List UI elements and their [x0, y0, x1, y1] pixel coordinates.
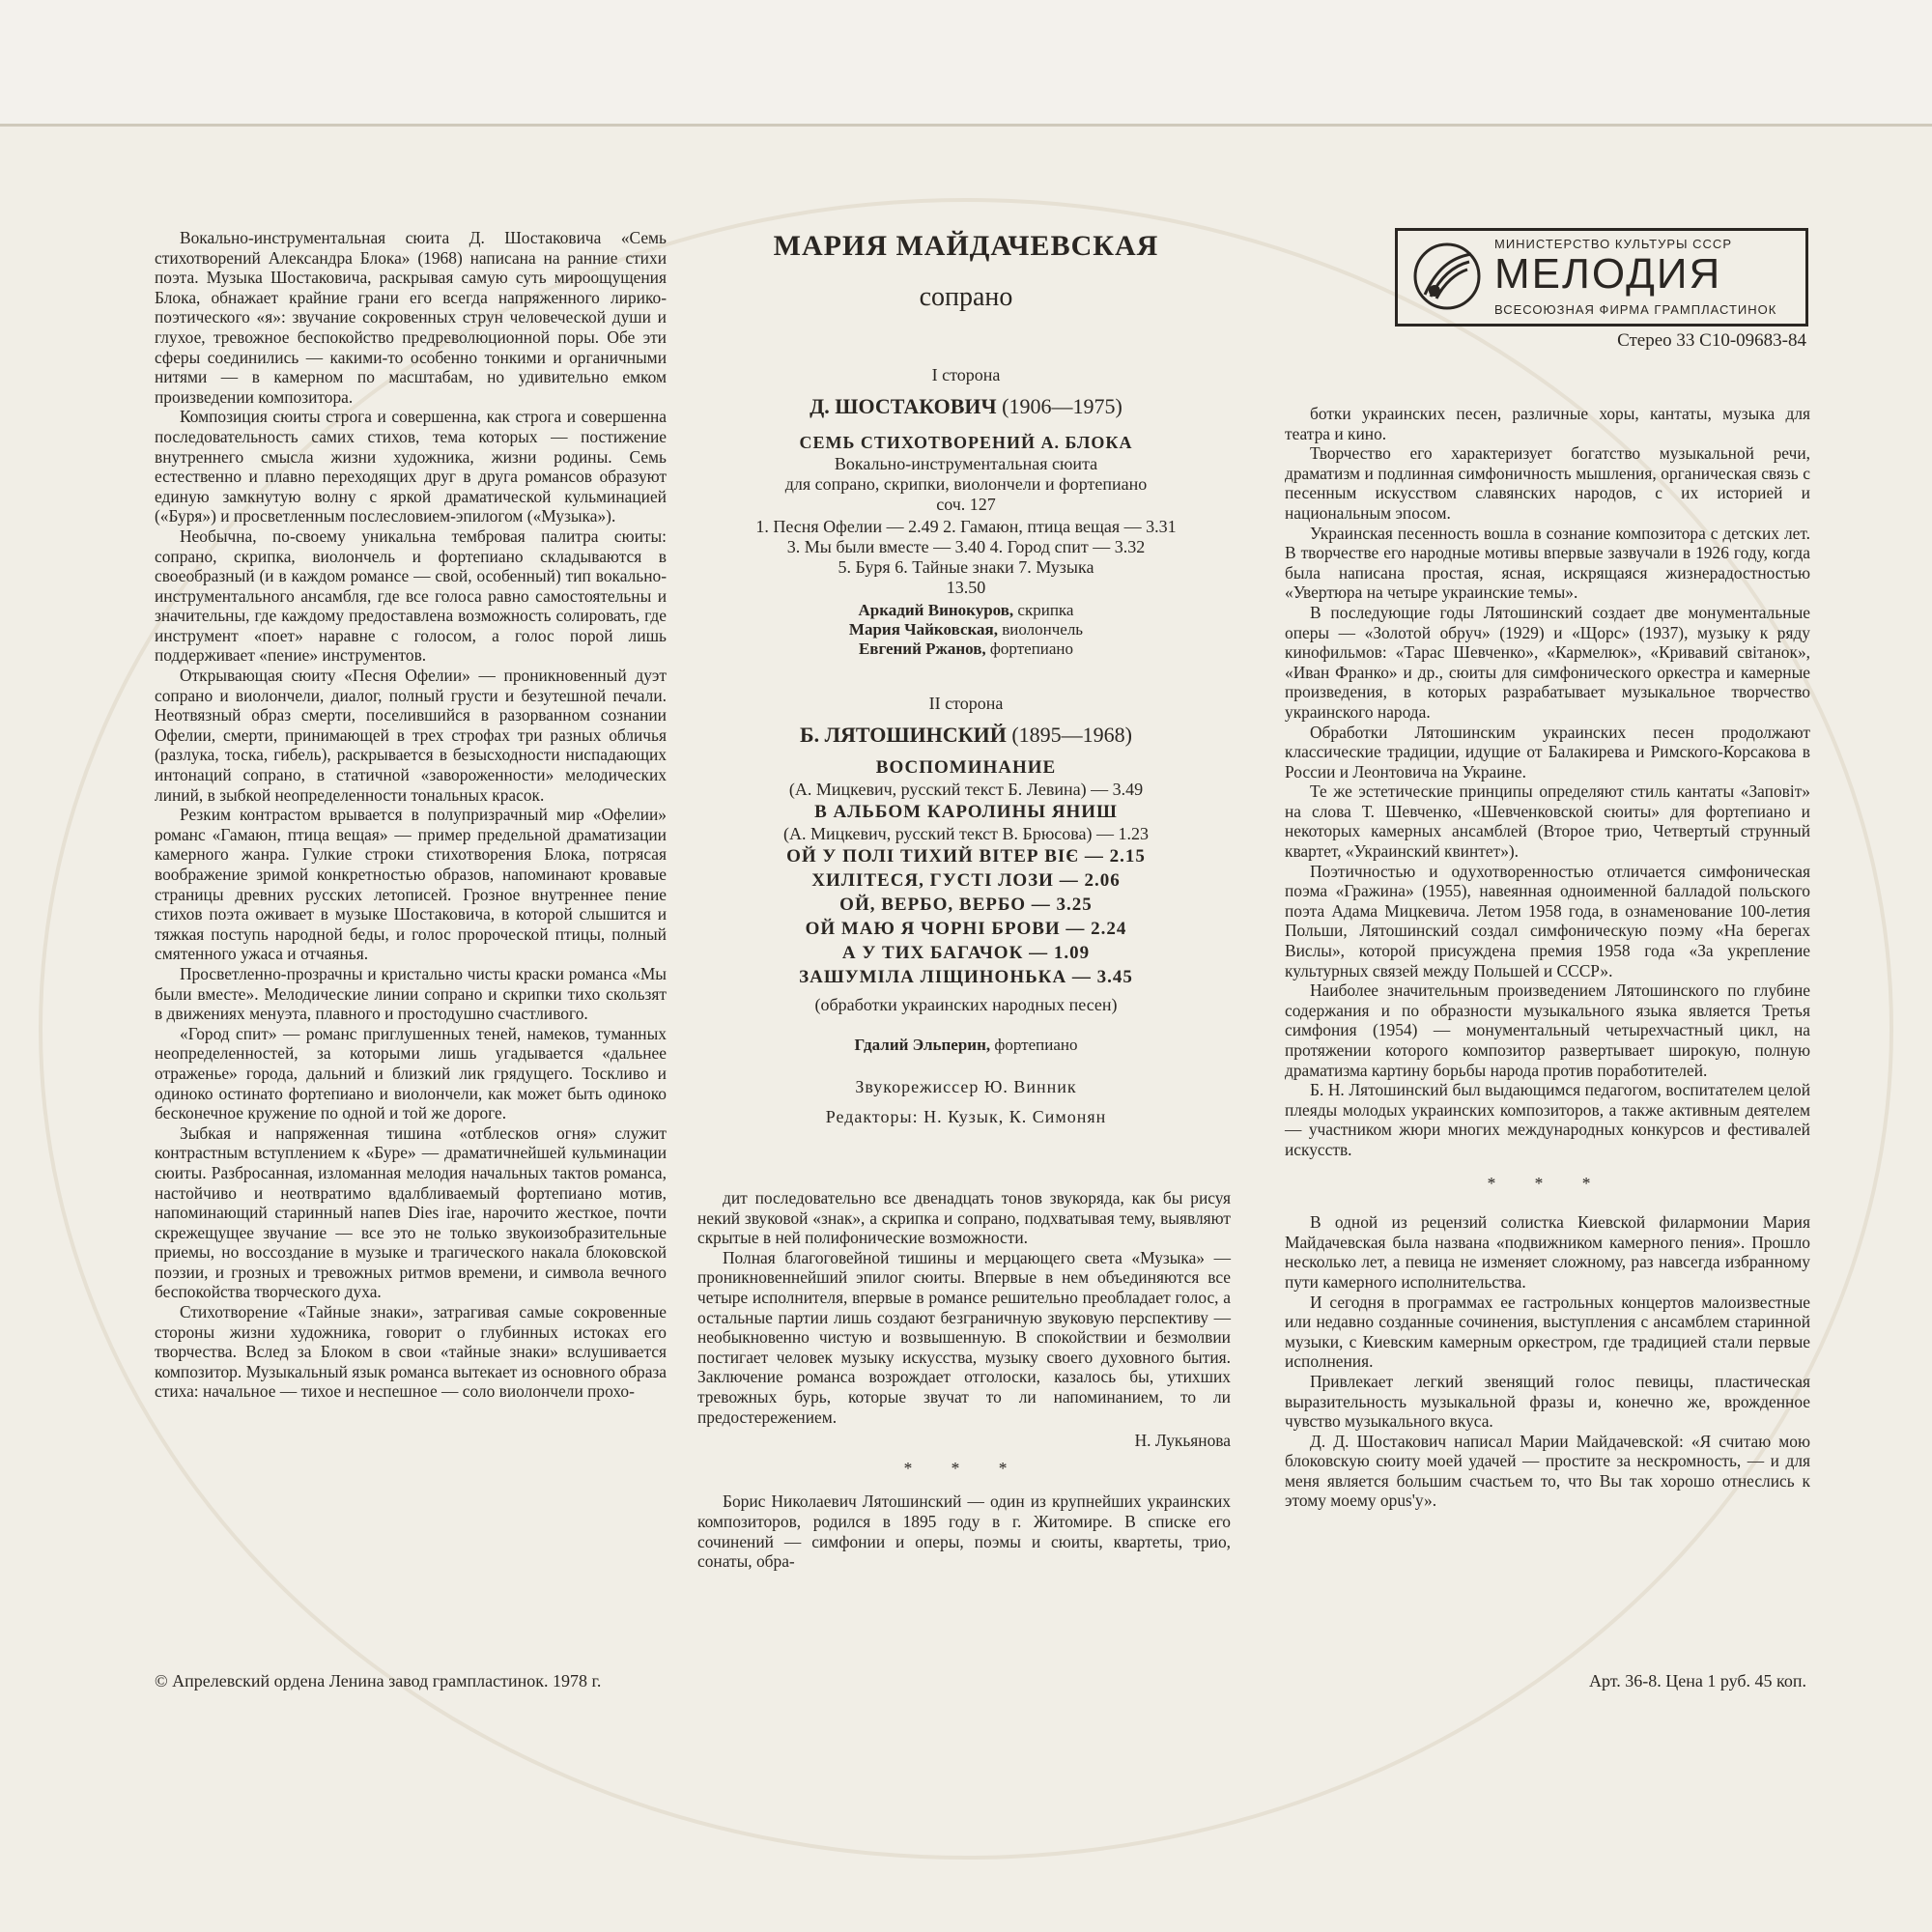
song-title: ОЙ, ВЕРБО, ВЕРБО — 3.25: [839, 895, 1093, 915]
liner-paragraph: Привлекает легкий звенящий голос певицы, пластическая выразительность музыкальной фразы и, конечно же, врожденное чувство музыкального вкуса.: [1285, 1371, 1810, 1432]
side1-work-title: СЕМЬ СТИХОТВОРЕНИЙ А. БЛОКА: [799, 433, 1133, 452]
price-line: Арт. 36-8. Цена 1 руб. 45 коп.: [1588, 1671, 1806, 1690]
voice-type: сопрано: [919, 282, 1013, 312]
melodiya-emblem-icon: [1411, 241, 1483, 312]
side2-songs-note: (обработки украинских народных песен): [814, 995, 1118, 1014]
work-description-line: для сопрано, скрипки, виолончели и фортепиано: [784, 474, 1148, 494]
liner-paragraph: «Город спит» — романс приглушенных теней, намеков, туманных неопределенностей, за которыми лишь угадывается «дальнее отраженье» города, дальний и близкий лик грядущего. Тоскливо и одиноко остинато фортепиано и виолончели, как может быть одиноко бесконечное кружение по одной и той же дороге.: [155, 1023, 667, 1123]
liner-paragraph: Поэтичностью и одухотворенностью отличается симфоническая поэма «Гражина» (1955), навеянная одноименной балладой польского поэта Адама Мицкевича. Летом 1958 года, в ознаменование 100-летия Польши, Лятошинский создал симфоническую поэму «На берегах Вислы», которой присуждена премия 1958 года «За укрепление культурных связей между Польшей и СССР».: [1285, 861, 1810, 980]
side1-composer-name: Д. ШОСТАКОВИЧ: [810, 394, 997, 418]
performer-name: Аркадий Винокуров,: [858, 601, 1014, 619]
liner-paragraph: И сегодня в программах ее гастрольных концертов малоизвестные или недавно созданные сочинения, выступления с ансамблем старинной музыки, с Киевским камерным оркестром, где традицией стали первые исполнения.: [1285, 1292, 1810, 1372]
track-line: 13.50: [946, 578, 986, 597]
liner-paragraph: Просветленно-прозрачны и кристально чисты краски романса «Мы были вместе». Мелодические линии сопрано и скрипки тихо скользят в движениях менуэта, плавного и простодушно счастливого.: [155, 963, 667, 1024]
liner-paragraph: Борис Николаевич Лятошинский — один из крупнейших украинских композиторов, родился в 1895 году в г. Житомире. В списке его сочинений — симфонии и оперы, поэмы и сюиты, квартеты, трио, сонаты, обра-: [697, 1492, 1231, 1572]
separator-stars-right: * * *: [1487, 1173, 1608, 1193]
performer: [696, 620, 1236, 639]
liner-paragraph: Открывающая сюиту «Песня Офелии» — проникновенный дуэт сопрано и виолончели, диалог, полный грусти и безутешной печали. Неотвязный образ смерти, поселившийся в разорванном сознании Офелии, смерти, принимающей в трех строфах три разных обличья (разлука, тоска, гибель), раскрывается в безысходности ниспадающих интонаций сопрано, в статичной «завороженности» мелодических линий, в зыбкой неопределенности тональных красок.: [155, 666, 667, 805]
side2-songs: [696, 755, 1236, 989]
performer-role: скрипка: [1013, 601, 1074, 619]
side2-label: II сторона: [928, 694, 1004, 713]
performer-role: фортепиано: [985, 639, 1074, 658]
liner-paragraph: Зыбкая и напряженная тишина «отблесков огня» служит контрастным вступлением к «Буре» — драматичнейшей кульминации сюиты. Разбросанная, изломанная мелодия начальных тактов романса, настойчиво и неотвратимо вдалбливаемый фортепиано мотив, напоминающий старинный напев Dies irae, нарочито жесткое, почти скрежещущее звучание — все это не только звукоизобразительные приемы, но воссоздание в музыке и трагического накала блоковской поэзии, и грозных и тревожных ритмов времени, и символа вечного беспокойства творческого духа.: [155, 1122, 667, 1302]
liner-paragraph: Стихотворение «Тайные знаки», затрагивая самые сокровенные стороны жизни художника, говорит о глубинных истоках его творчества. Вслед за Блоком в свои «тайные знаки» вслушивается композитор. Музыкальный язык романса вытекает из основного образа стиха: начальное — тихое и неспешное — соло виолончели прохо-: [155, 1302, 667, 1402]
liner-paragraph: Необычна, по-своему уникальна тембровая палитра сюиты: сопрано, скрипка, виолончель и фортепиано складываются в своеобразный (и в каждом романсе — свой, особенный) тип вокально-инструментального ансамбля, где все голоса равно самостоятельны и значительны, где каждому предоставлена возможность солировать, где инструмент «поет» наравне с голосом, а голос порой лишь поддерживает «пение» инструментов.: [155, 526, 667, 666]
side2-composer-name: Б. ЛЯТОШИНСКИЙ: [800, 723, 1007, 747]
liner-paragraph: Наиболее значительным произведением Лятошинского по глубине содержания и по образности музыкального языка является Третья симфония (1954) — монументальный четырехчастный цикл, на протяжении которого композитор развертывает широкую, полную драматизма картину борьбы народа против поработителей.: [1285, 980, 1810, 1080]
artist-name: МАРИЯ МАЙДАЧЕВСКАЯ: [773, 230, 1159, 262]
melodiya-logo: [1395, 228, 1808, 327]
notes-author: Н. Лукьянова: [1134, 1431, 1231, 1451]
side2-pianist-name: Гдалий Эльперин,: [854, 1036, 991, 1054]
track-line: 1. Песня Офелии — 2.49 2. Гамаюн, птица вещая — 3.31: [755, 517, 1177, 536]
liner-paragraph: Обработки Лятошинским украинских песен продолжают классические традиции, идущие от Балакирева и Римского-Корсакова в России и Леонтовича на Украине.: [1285, 722, 1810, 781]
liner-paragraph: ботки украинских песен, различные хоры, кантаты, музыка для театра и кино.: [1285, 404, 1810, 443]
sound-engineer: Звукорежиссер Ю. Винник: [855, 1077, 1077, 1096]
liner-notes-right: [1285, 404, 1810, 1511]
work-description-line: Вокально-инструментальная сюита: [834, 454, 1098, 473]
label-ministry: МИНИСТЕРСТВО КУЛЬТУРЫ СССР: [1494, 237, 1732, 251]
liner-paragraph: Творчество его характеризует богатство музыкальной речи, драматизм и подлинная симфоничность мышления, органическая связь с песенным искусством славянских народов, с их историей и национальным эпосом.: [1285, 443, 1810, 523]
song-title: ЗАШУМІЛА ЛІЩИНОНЬКА — 3.45: [799, 967, 1133, 987]
side1-work-lines: [696, 454, 1236, 515]
song-title: В АЛЬБОМ КАРОЛИНЫ ЯНИШ: [814, 802, 1118, 822]
side1-composer-years: (1906—1975): [1002, 394, 1122, 418]
catalog-number: Стерео 33 С10-09683-84: [1617, 330, 1806, 351]
liner-paragraph: дит последовательно все двенадцать тонов звукоряда, как бы рисуя некий звуковой «знак», а скрипка и сопрано, подхватывая тему, выявляют скрытые в ней полифонические возможности.: [697, 1188, 1231, 1248]
song-note: (А. Мицкевич, русский текст Б. Левина) — 3.49: [788, 780, 1144, 799]
liner-paragraph: Те же эстетические принципы определяют стиль кантаты «Заповіт» на слова Т. Шевченко, «Шевченковской сюиты» для фортепиано и некоторых камерных ансамблей (Второе трио, Четвертый струнный квартет, «Украинский квинтет»).: [1285, 781, 1810, 862]
song-title: ХИЛІТЕСЯ, ГУСТІ ЛОЗИ — 2.06: [811, 870, 1121, 891]
side1-label: I сторона: [931, 365, 1001, 384]
sleeve-top-flap: [0, 0, 1932, 127]
liner-notes-middle: [697, 1188, 1231, 1572]
side1-performers: [696, 601, 1236, 659]
song-title: А У ТИХ БАГАЧОК — 1.09: [841, 943, 1091, 963]
song-title: ОЙ У ПОЛІ ТИХИЙ ВІТЕР ВІЄ — 2.15: [786, 846, 1146, 867]
label-subtitle: ВСЕСОЮЗНАЯ ФИРМА ГРАМПЛАСТИНОК: [1494, 302, 1777, 317]
liner-paragraph: В последующие годы Лятошинский создает две монументальные оперы — «Золотой обруч» (1929) и «Щорс» (1937), музыку к ряду кинофильмов: «Тарас Шевченко», «Кармелюк», «Кривавий світанок», «Иван Франко» и др., сюиты для симфонического оркестра и камерные произведения, в которых разрабатывает музыкальное творчество украинского народа.: [1285, 602, 1810, 722]
performer-name: Мария Чайковская,: [848, 620, 998, 639]
performer-role: виолончель: [998, 620, 1084, 639]
liner-paragraph: Украинская песенность вошла в сознание композитора с детских лет. В творчестве его народные мотивы впервые зазвучали в 1926 году, когда была написана простая, ясная, искрящаяся жизнерадостностью «Увертюра на четыре украинские темы».: [1285, 523, 1810, 603]
liner-notes-left: [155, 228, 667, 1402]
liner-paragraph: Б. Н. Лятошинский был выдающимся педагогом, воспитателем целой плеяды молодых украинских композиторов, а также активным деятелем — участником жюри многих международных конкурсов и фестивалей искусств.: [1285, 1080, 1810, 1159]
liner-paragraph: Д. Д. Шостакович написал Марии Майдачевской: «Я считаю мою блоковскую сюиту моей удачей — простите за нескромность, — и для меня является большим счастьем то, что Вы так хорошо отнеслись к этому моему opus'у».: [1285, 1431, 1810, 1511]
right-paragraphs: [1285, 404, 1810, 1160]
side2-pianist-role: фортепиано: [994, 1036, 1078, 1054]
liner-paragraph: Вокально-инструментальная сюита Д. Шостаковича «Семь стихотворений Александра Блока» (1968) написана на ранние стихи поэта. Музыка Шостаковича, раскрывая самую суть мироощущения Блока, обнажает крайние грани его всегда напряженного лирико-поэтического «я»: звучание сокровенных струн человеческой души и глухое, тревожное беспокойство предреволюционной поры. Обе эти сферы соединились — какими-то особенно тонкими и органичными нитями — в камерном по масштабам, но удивительно емком произведении композитора.: [155, 228, 667, 407]
middle-paragraphs: [697, 1188, 1231, 1427]
separator-stars: * * *: [903, 1458, 1025, 1478]
liner-paragraph: Композиция сюиты строга и совершенна, как строга и совершенна последовательность самих стихов, тема которых — постижение внутреннего смысла жизни художника, жизни родины. Семь естественно и плавно переходящих друг в друга романсов образуют единую замкнутую волну с яркой драматической кульминацией («Буря») и просветленным послесловием-эпилогом («Музыка»).: [155, 407, 667, 526]
middle-paragraphs-2: [697, 1492, 1231, 1571]
side2-composer-years: (1895—1968): [1011, 723, 1132, 747]
performer: [696, 639, 1236, 659]
side2-composer: [696, 723, 1236, 748]
song-note: (А. Мицкевич, русский текст В. Брюсова) — 1.23: [782, 824, 1150, 843]
performer: [696, 601, 1236, 620]
side2-pianist: [696, 1036, 1236, 1055]
label-name: МЕЛОДИЯ: [1494, 250, 1722, 298]
liner-paragraph: В одной из рецензий солистка Киевской филармонии Мария Майдачевская была названа «подвижником камерного пения». Прошло несколько лет, а певица не изменяет сложному, раз навсегда избранному пути камерного исполнительства.: [1285, 1212, 1810, 1292]
track-line: 3. Мы были вместе — 3.40 4. Город спит — 3.32: [786, 537, 1146, 556]
copyright-line: © Апрелевский ордена Ленина завод грампластинок. 1978 г.: [155, 1671, 602, 1690]
liner-paragraph: Резким контрастом врывается в полупризрачный мир «Офелии» романс «Гамаюн, птица вещая» — пример предельной драматизации камерного жанра. Гулкие строки стихотворения Блока, потрясая воображение зримой конкретностью образов, напоминают кровавые страницы древних русских летописей. Грозное внутреннее пение стихов поэта оживает в музыке Шостаковича, в которой слышится и тяжкая поступь народной беды, и голос пророческой птицы, полный смятенного ужаса и отчаянья.: [155, 805, 667, 964]
editors: Редакторы: Н. Кузык, К. Симонян: [825, 1107, 1107, 1126]
song-title: ОЙ МАЮ Я ЧОРНІ БРОВИ — 2.24: [805, 919, 1127, 939]
right-paragraphs-2: [1285, 1212, 1810, 1511]
track-line: 5. Буря 6. Тайные знаки 7. Музыка: [838, 557, 1094, 577]
liner-paragraph: Полная благоговейной тишины и мерцающего света «Музыка» — проникновеннейший эпилог сюиты. Впервые в нем объединяются все четыре исполнителя, впервые в романсе решительно преобладает голос, а остальные партии лишь создают безграничную звуковую перспективу — необыкновенно чистую и возвышенную. В спокойствии и безмолвии постигает человек музыку искусства, музыку своего духовного бытия. Заключение романса возрождает отголоски, казалось бы, утихших тревожных бурь, которые звучат то ли напоминанием, то ли предостережением.: [697, 1247, 1231, 1427]
song-title: ВОСПОМИНАНИЕ: [875, 757, 1057, 778]
performer-name: Евгений Ржанов,: [858, 639, 986, 658]
side1-composer: [696, 394, 1236, 419]
work-description-line: соч. 127: [936, 495, 996, 514]
side1-tracks: [696, 517, 1236, 598]
